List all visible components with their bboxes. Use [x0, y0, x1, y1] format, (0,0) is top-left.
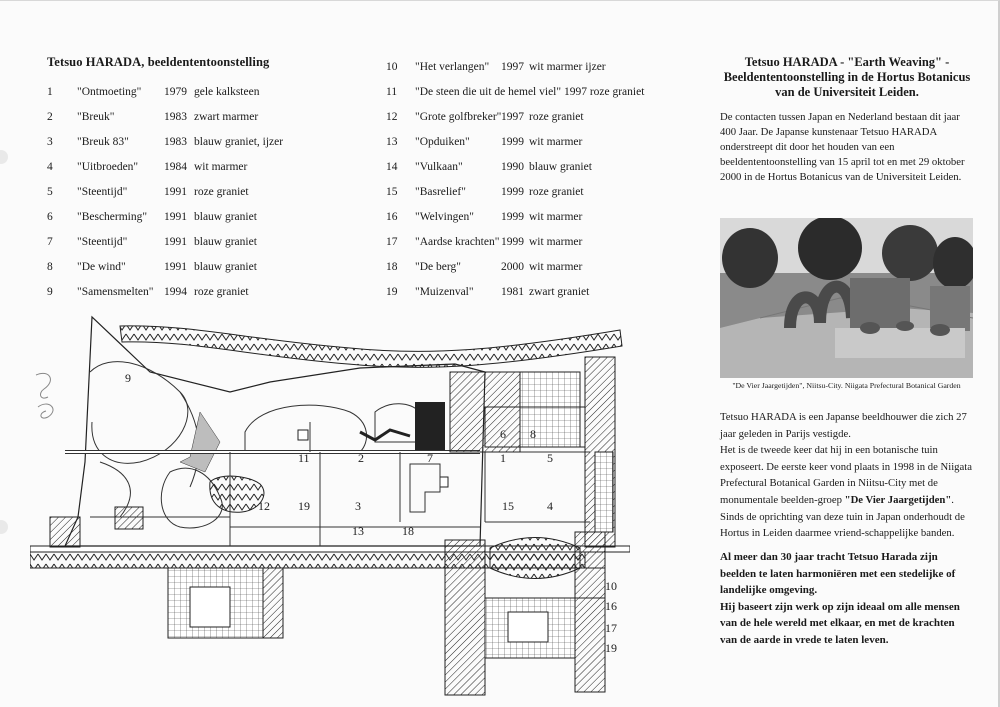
item-title: "Grote golfbreker" — [415, 111, 502, 123]
item-num: 11 — [386, 86, 398, 98]
item-material: wit marmer — [529, 236, 583, 248]
canal-top — [120, 326, 622, 368]
item-year: 1991 — [164, 236, 187, 248]
map-label: 12 — [258, 499, 270, 513]
item-num: 19 — [386, 286, 398, 298]
item-title: "Breuk" — [77, 111, 115, 123]
item-title: "De steen die uit de hemel viel" 1997 roze graniet — [415, 86, 645, 98]
item-year: 1999 — [501, 211, 524, 223]
item-title: "Opduiken" — [415, 136, 470, 148]
sculpture-photo — [720, 218, 973, 378]
item-material: wit marmer — [529, 211, 583, 223]
map-label: 15 — [502, 499, 514, 513]
item-material: zwart graniet — [529, 286, 590, 298]
item-material: wit marmer ijzer — [529, 61, 606, 73]
item-material: roze graniet — [194, 286, 249, 298]
item-num: 2 — [47, 111, 53, 123]
item-title: "Steentijd" — [77, 186, 128, 198]
item-title: "Steentijd" — [77, 236, 128, 248]
bio-work-title: "De Vier Jaargetijden" — [844, 493, 952, 506]
item-material: blauw graniet — [194, 261, 257, 273]
map-label: 17 — [605, 621, 617, 635]
item-material: roze graniet — [529, 186, 584, 198]
item-num: 13 — [386, 136, 398, 148]
item-year: 2000 — [501, 261, 524, 273]
map-label: 16 — [605, 599, 617, 613]
item-year: 1999 — [501, 136, 524, 148]
exhibition-title: Tetsuo HARADA - "Earth Weaving" - Beeldententoonstelling in de Hortus Botanicus van de Universiteit Leiden. — [723, 55, 971, 99]
item-material: wit marmer — [194, 161, 248, 173]
item-num: 8 — [47, 261, 53, 273]
item-material: blauw graniet — [194, 211, 257, 223]
item-year: 1990 — [501, 161, 524, 173]
garden-map — [30, 312, 630, 697]
item-material: zwart marmer — [194, 111, 259, 123]
item-num: 6 — [47, 211, 53, 223]
item-title: "Vulkaan" — [415, 161, 463, 173]
map-label: 7 — [427, 451, 433, 465]
map-label: 19 — [298, 499, 310, 513]
item-num: 15 — [386, 186, 398, 198]
photo-caption: "De Vier Jaargetijden", Niitsu-City. Niigata Prefectural Botanical Garden — [732, 381, 961, 390]
item-year: 1991 — [164, 186, 187, 198]
item-title: "Samensmelten" — [77, 286, 154, 298]
item-year: 1997 — [501, 111, 524, 123]
item-num: 3 — [47, 136, 53, 148]
item-year: 1999 — [501, 186, 524, 198]
map-label: 11 — [298, 451, 310, 465]
item-material: roze graniet — [529, 111, 584, 123]
item-num: 14 — [386, 161, 398, 173]
closing-text — [720, 549, 974, 649]
item-year: 1991 — [164, 261, 187, 273]
bio-part: Het is de tweede keer dat hij in een botanische tuin exposeert. De eerste keer vond plaats in 1998 in de Niigata Prefectural Botanical Garden in Niitsu-City met de monumentale beelden-groep — [720, 444, 972, 506]
item-title: "Ontmoeting" — [77, 86, 142, 98]
item-year: 1999 — [501, 236, 524, 248]
item-num: 10 — [386, 61, 398, 73]
item-num: 7 — [47, 236, 53, 248]
bio-part: . Sinds de oprichting van deze tuin in Japan onderhoudt de Hortus in Leiden daarmee vriend-schappelijke banden. — [720, 493, 965, 540]
map-label: 19 — [605, 641, 617, 655]
item-title: "De berg" — [415, 261, 461, 273]
map-label: 10 — [605, 579, 617, 593]
closing-paragraph: Hij baseert zijn werk op zijn ideaal om alle mensen van de hele wereld met elkaar, en met de krachten van de aarde in vrede te laten leven. — [720, 600, 960, 646]
map-label: 4 — [547, 499, 553, 513]
map-label: 5 — [547, 451, 553, 465]
item-num: 4 — [47, 161, 53, 173]
item-num: 9 — [47, 286, 53, 298]
list-title: Tetsuo HARADA, beeldententoonstelling — [47, 55, 270, 69]
item-material: blauw graniet — [194, 236, 257, 248]
item-title: "De wind" — [77, 261, 126, 273]
item-title: "Welvingen" — [415, 211, 474, 223]
item-num: 5 — [47, 186, 53, 198]
intro-paragraph: De contacten tussen Japan en Nederland bestaan dit jaar 400 Jaar. De Japanse kunstenaar Tetsuo HARADA onderstreept dit door het houden van een beeldententoonstelling van 15 april tot en met 29 oktober 2000 in de Hortus Botanicus van de Universiteit Leiden. — [720, 111, 965, 183]
map-label: 18 — [402, 524, 414, 538]
item-year: 1983 — [164, 111, 187, 123]
bio-text — [720, 409, 974, 542]
item-material: gele kalksteen — [194, 86, 260, 98]
item-title: "Uitbroeden" — [77, 161, 139, 173]
map-label: 3 — [355, 499, 361, 513]
bio-intro: Tetsuo HARADA is een Japanse beeldhouwer die zich 27 jaar geleden in Parijs vestigde. — [720, 411, 967, 440]
map-label: 6 — [500, 427, 506, 441]
map-label: 2 — [358, 451, 364, 465]
item-title: "Muizenval" — [415, 286, 474, 298]
item-title: "Aardse krachten" — [415, 236, 500, 248]
item-num: 18 — [386, 261, 398, 273]
item-year: 1984 — [164, 161, 187, 173]
item-year: 1991 — [164, 211, 187, 223]
item-year: 1979 — [164, 86, 187, 98]
item-title: "Bescherming" — [77, 211, 148, 223]
map-label: 8 — [530, 427, 536, 441]
item-num: 16 — [386, 211, 398, 223]
item-material: blauw graniet — [529, 161, 592, 173]
item-year: 1997 — [501, 61, 524, 73]
pencil-annotation — [30, 367, 70, 427]
item-num: 17 — [386, 236, 398, 248]
exhibition-info — [720, 55, 974, 185]
item-year: 1983 — [164, 136, 187, 148]
item-title: "Breuk 83" — [77, 136, 129, 148]
map-label: 13 — [352, 524, 364, 538]
item-title: "Het verlangen" — [415, 61, 490, 73]
item-num: 1 — [47, 86, 53, 98]
item-year: 1981 — [501, 286, 524, 298]
map-label: 1 — [500, 451, 506, 465]
item-title: "Basrelief" — [415, 186, 466, 198]
item-material: roze graniet — [194, 186, 249, 198]
item-material: wit marmer — [529, 261, 583, 273]
item-material: blauw graniet, ijzer — [194, 136, 284, 148]
item-num: 12 — [386, 111, 398, 123]
closing-paragraph: Al meer dan 30 jaar tracht Tetsuo Harada zijn beelden te laten harmoniëren met een stedelijke of landelijke omgeving. — [720, 551, 956, 597]
item-year: 1994 — [164, 286, 187, 298]
map-label: 9 — [125, 371, 131, 385]
item-material: wit marmer — [529, 136, 583, 148]
